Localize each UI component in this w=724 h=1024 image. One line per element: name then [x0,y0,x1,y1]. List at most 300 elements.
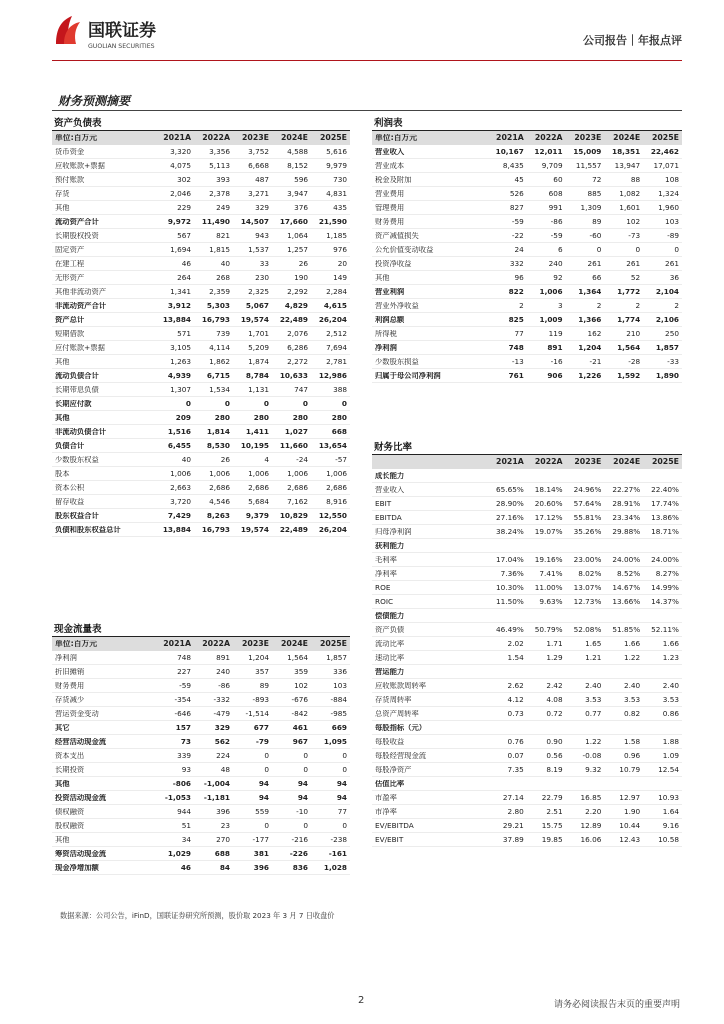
value-cell: 37.89 [502,834,524,844]
value-cell: 190 [294,272,308,282]
year-header: 2025E [319,639,347,649]
value-cell: -842 [291,708,308,718]
value-cell: 0 [303,764,308,774]
value-cell: 891 [547,342,563,352]
row-label: 营运资金变动 [55,709,99,718]
value-cell: 1,364 [578,286,602,296]
value-cell: 18.14% [534,484,563,494]
table-row [372,665,682,679]
value-cell: 261 [587,258,602,268]
value-cell: 17,071 [653,160,679,170]
table-row [52,665,350,679]
value-cell: 65.65% [495,484,524,494]
value-cell: 0.56 [546,750,563,760]
value-cell: 906 [547,370,563,380]
row-label: 无形资产 [55,273,85,282]
value-cell: 157 [175,722,191,732]
value-cell: -177 [252,834,269,844]
value-cell: 1,857 [655,342,679,352]
table-row [372,257,682,271]
report-type-label: 公司报告｜年报点评 [583,34,682,47]
value-cell: 0 [635,244,641,254]
value-cell: 227 [177,666,191,676]
value-cell: 19.85 [541,834,563,844]
row-label: 利润总额 [375,315,405,324]
value-cell: 487 [255,174,269,184]
value-cell: 52.08% [573,624,602,634]
row-label: 估值比率 [375,779,405,788]
row-label: 流动比率 [375,639,405,648]
table-row [52,383,350,397]
row-label: 净利润 [375,343,397,352]
table-row [372,159,682,173]
value-cell: 46 [180,862,191,872]
table-row [372,313,682,327]
value-cell: 748 [177,652,191,662]
table-row [52,411,350,425]
page-number: 2 [358,995,365,1006]
value-cell: -57 [335,454,347,464]
table-row [372,763,682,777]
value-cell: 26 [298,258,308,268]
value-cell: 22,489 [279,524,308,534]
value-cell: 0.82 [623,708,641,718]
value-cell: 1,516 [167,426,191,436]
table-row [372,369,682,383]
ratios-title: 财务比率 [372,440,682,455]
row-label: 投资净收益 [375,259,412,268]
table-row [52,369,350,383]
value-cell: 23.00% [573,554,602,564]
row-label: 在建工程 [55,259,85,268]
value-cell: 1,006 [248,468,269,478]
value-cell: 94 [336,792,347,802]
value-cell: 827 [509,202,524,212]
value-cell: 2.02 [507,638,524,648]
value-cell: 435 [333,202,347,212]
value-cell: 0.76 [507,736,524,746]
cash-flow-title: 现金流量表 [52,622,350,637]
table-header-row [52,131,350,145]
value-cell: 7.36% [500,568,524,578]
financial-ratios-table [372,440,682,847]
value-cell: -22 [511,230,524,240]
value-cell: 40 [220,258,230,268]
table-row [52,481,350,495]
row-label: 偿债能力 [375,611,405,620]
value-cell: 1.66 [623,638,641,648]
value-cell: 270 [216,834,230,844]
value-cell: 1,307 [170,384,191,394]
value-cell: 51 [181,820,191,830]
table-row [372,735,682,749]
value-cell: 1,006 [326,468,347,478]
value-cell: 6 [557,244,563,254]
row-label: 管理费用 [375,203,405,212]
value-cell: 3.53 [623,694,641,704]
row-label: 归属于母公司净利润 [375,371,441,380]
value-cell: 1,411 [245,426,269,436]
value-cell: 210 [626,328,641,338]
value-cell: 562 [214,736,230,746]
row-label: 营业费用 [375,189,405,198]
table-row [52,693,350,707]
year-header: 2021A [496,133,524,143]
row-label: 股权融资 [55,821,85,830]
value-cell: 19.16% [534,554,563,564]
table-row [52,173,350,187]
value-cell: 9.63% [539,596,563,606]
table-row [372,679,682,693]
table-row [52,215,350,229]
value-cell: 12,986 [318,370,347,380]
unit-label: 单位:百万元 [55,640,98,648]
year-header: 2023E [574,133,602,143]
value-cell: 72 [592,174,602,184]
value-cell: 4,588 [287,146,308,156]
value-cell: 15.75 [541,820,563,830]
table-row [372,581,682,595]
row-label: 归母净利润 [375,527,412,536]
table-row [372,651,682,665]
value-cell: 1.90 [623,806,641,816]
value-cell: 1,534 [209,384,230,394]
table-row [372,623,682,637]
table-header-row [52,637,350,651]
value-cell: -59 [179,680,191,690]
value-cell: 1,095 [323,736,347,746]
value-cell: 12.43 [619,834,641,844]
value-cell: 94 [258,792,269,802]
value-cell: 2 [635,300,641,310]
table-row [52,861,350,875]
year-header: 2025E [651,457,679,467]
year-header: 2024E [280,639,308,649]
value-cell: 24.00% [651,554,679,564]
value-cell: 0 [674,244,679,254]
row-label: 其他 [55,357,70,366]
value-cell: 14.37% [651,596,679,606]
value-cell: 18,351 [612,146,641,156]
value-cell: 250 [665,328,679,338]
value-cell: -676 [291,694,308,704]
value-cell: 1,006 [539,286,563,296]
value-cell: 8,530 [206,440,230,450]
row-label: 其它 [55,723,70,732]
value-cell: 0 [185,398,191,408]
value-cell: 1,694 [170,244,191,254]
value-cell: -1,181 [203,792,230,802]
value-cell: 10,633 [279,370,308,380]
table-row [372,215,682,229]
row-label: 财务费用 [55,681,85,690]
value-cell: 1,204 [248,652,269,662]
row-label: 少数股东权益 [55,455,99,464]
value-cell: 1,774 [617,314,641,324]
value-cell: 2,781 [326,356,347,366]
income-statement-title: 利润表 [372,116,682,131]
table-row [372,145,682,159]
value-cell: 209 [175,412,191,422]
value-cell: -1,053 [164,792,191,802]
value-cell: 8,263 [206,510,230,520]
value-cell: 13,884 [162,314,191,324]
row-label: 净利润 [55,653,77,662]
value-cell: -354 [174,694,191,704]
value-cell: 567 [177,230,191,240]
value-cell: -0.08 [582,750,602,760]
value-cell: 4,939 [167,370,191,380]
value-cell: 3 [557,300,563,310]
value-cell: -806 [172,778,191,788]
value-cell: 19,574 [240,314,269,324]
value-cell: 13,654 [318,440,347,450]
table-row [372,173,682,187]
value-cell: 11.50% [495,596,524,606]
table-row [52,495,350,509]
value-cell: 34 [181,834,191,844]
value-cell: -10 [296,806,308,816]
row-label: 净利率 [375,569,397,578]
value-cell: 2 [674,300,679,310]
section-title: 财务预测摘要 [58,94,131,108]
value-cell: -28 [628,356,641,366]
value-cell: 3,720 [170,496,191,506]
value-cell: 27.16% [495,512,524,522]
value-cell: 3,320 [170,146,191,156]
value-cell: 46 [181,258,191,268]
value-cell: 24.00% [612,554,641,564]
table-row [52,833,350,847]
value-cell: 1,537 [248,244,269,254]
table-row [372,483,682,497]
row-label: 债权融资 [55,807,85,816]
value-cell: 461 [292,722,308,732]
value-cell: 0 [224,398,230,408]
table-row [372,637,682,651]
value-cell: 526 [509,188,524,198]
year-header: 2024E [613,133,641,143]
row-label: ROE [375,583,391,592]
year-header: 2022A [202,133,230,143]
row-label: 资本支出 [55,751,85,760]
table-row [372,805,682,819]
value-cell: 1.09 [662,750,679,760]
value-cell: -60 [589,230,602,240]
year-header: 2025E [651,133,679,143]
unit-label: 单位:百万元 [375,134,418,142]
value-cell: 1.65 [585,638,602,648]
value-cell: 55.81% [573,512,602,522]
table-row [52,805,350,819]
table-row [372,201,682,215]
table-row [52,467,350,481]
value-cell: 677 [253,722,269,732]
row-label: 每股净资产 [375,765,412,774]
value-cell: 1.64 [662,806,679,816]
value-cell: 51.85% [612,624,641,634]
value-cell: 23.34% [612,512,641,522]
table-row [52,229,350,243]
value-cell: 9,379 [245,510,269,520]
value-cell: 17,660 [279,216,308,226]
table-row [52,313,350,327]
row-label: 预付账款 [55,175,85,184]
value-cell: 0 [302,398,308,408]
logo-cn-text: 国联证券 [88,21,156,41]
value-cell: -161 [328,848,347,858]
value-cell: 1,028 [323,862,347,872]
value-cell: 5,684 [248,496,269,506]
value-cell: -238 [330,834,347,844]
table-row [52,299,350,313]
value-cell: 77 [514,328,524,338]
value-cell: 5,113 [209,160,230,170]
value-cell: 11.00% [534,582,563,592]
row-label: 营业收入 [375,485,405,494]
value-cell: 2,104 [655,286,679,296]
row-label: 折旧摊销 [55,667,85,676]
value-cell: 12.54 [658,764,679,774]
row-label: 营业成本 [375,161,405,170]
value-cell: 22.79 [541,792,563,802]
value-cell: 836 [292,862,308,872]
value-cell: 8,916 [326,496,347,506]
table-row [372,229,682,243]
value-cell: 103 [665,216,679,226]
value-cell: -24 [296,454,308,464]
value-cell: 14,507 [240,216,269,226]
row-label: 其他 [55,779,70,788]
value-cell: 1,564 [287,652,308,662]
value-cell: 261 [665,258,679,268]
row-label: 流动负债合计 [55,371,99,380]
value-cell: 149 [333,272,347,282]
value-cell: 2,106 [655,314,679,324]
table-row [52,439,350,453]
value-cell: 1,601 [619,202,641,212]
value-cell: -646 [174,708,191,718]
value-cell: 8.27% [655,568,679,578]
value-cell: 2,686 [326,482,347,492]
value-cell: 240 [548,258,563,268]
value-cell: 249 [216,202,230,212]
row-label: 税金及附加 [375,175,412,184]
guolian-logo [52,14,182,54]
table-row [52,777,350,791]
value-cell: 2.40 [662,680,679,690]
year-header: 2021A [496,457,524,467]
row-label: 每股指标（元） [375,723,427,732]
value-cell: -332 [213,694,230,704]
value-cell: 280 [214,412,230,422]
value-cell: 10.93 [658,792,679,802]
value-cell: -16 [550,356,563,366]
value-cell: 28.90% [495,498,524,508]
value-cell: 29.21 [502,820,524,830]
table-row [52,285,350,299]
value-cell: 302 [177,174,191,184]
table-row [372,539,682,553]
value-cell: 22.40% [651,484,679,494]
value-cell: 596 [294,174,308,184]
row-label: 固定资产 [55,245,85,254]
value-cell: 1.54 [507,652,524,662]
row-label: 营运能力 [375,667,405,676]
value-cell: 3,912 [167,300,191,310]
value-cell: 6,286 [287,342,308,352]
income-statement-table [372,116,682,383]
value-cell: 3,105 [170,342,191,352]
value-cell: 9,709 [541,160,563,170]
row-label: 公允价值变动收益 [375,245,434,254]
value-cell: 8.02% [578,568,602,578]
value-cell: 57.64% [573,498,602,508]
value-cell: 2,512 [326,328,347,338]
row-label: ROIC [375,597,394,606]
value-cell: 93 [181,764,191,774]
value-cell: 40 [181,454,191,464]
value-cell: 261 [626,258,641,268]
row-label: 现金净增加额 [55,863,99,872]
table-row [52,819,350,833]
row-label: 资产负债 [375,625,405,634]
table-row [52,145,350,159]
row-label: 负债和股东权益总计 [55,525,121,534]
value-cell: 571 [177,328,191,338]
value-cell: 4.12 [507,694,524,704]
row-label: 财务费用 [375,217,405,226]
value-cell: 7,694 [326,342,347,352]
row-label: 市净率 [375,807,397,816]
value-cell: 7,162 [287,496,308,506]
value-cell: -21 [589,356,602,366]
value-cell: 1,890 [655,370,679,380]
value-cell: 1,204 [578,342,602,352]
value-cell: 2 [519,300,524,310]
value-cell: 393 [216,174,230,184]
value-cell: -1,514 [245,708,269,718]
row-label: 留存收益 [55,497,85,506]
value-cell: 2.51 [546,806,563,816]
value-cell: -893 [252,694,269,704]
value-cell: 0.96 [623,750,641,760]
value-cell: 28.91% [612,498,641,508]
value-cell: 268 [216,272,230,282]
value-cell: 52.11% [651,624,679,634]
disclaimer-note: 请务必阅读报告末页的重要声明 [553,1000,680,1010]
value-cell: 1.23 [662,652,679,662]
value-cell: 0 [342,820,347,830]
value-cell: 264 [177,272,191,282]
value-cell: 0 [264,750,269,760]
value-cell: 26,204 [318,314,347,324]
value-cell: 3.53 [585,694,602,704]
value-cell: 14.99% [651,582,679,592]
table-row [372,749,682,763]
row-label: 负债合计 [55,441,85,450]
value-cell: 2.42 [546,680,563,690]
row-label: 营业收入 [375,147,405,156]
table-row [372,187,682,201]
table-row [52,257,350,271]
value-cell: 8,435 [502,160,524,170]
value-cell: 103 [333,680,347,690]
row-label: 其他 [55,203,70,212]
value-cell: 1.29 [546,652,563,662]
value-cell: 10.79 [619,764,641,774]
year-header: 2023E [241,639,269,649]
